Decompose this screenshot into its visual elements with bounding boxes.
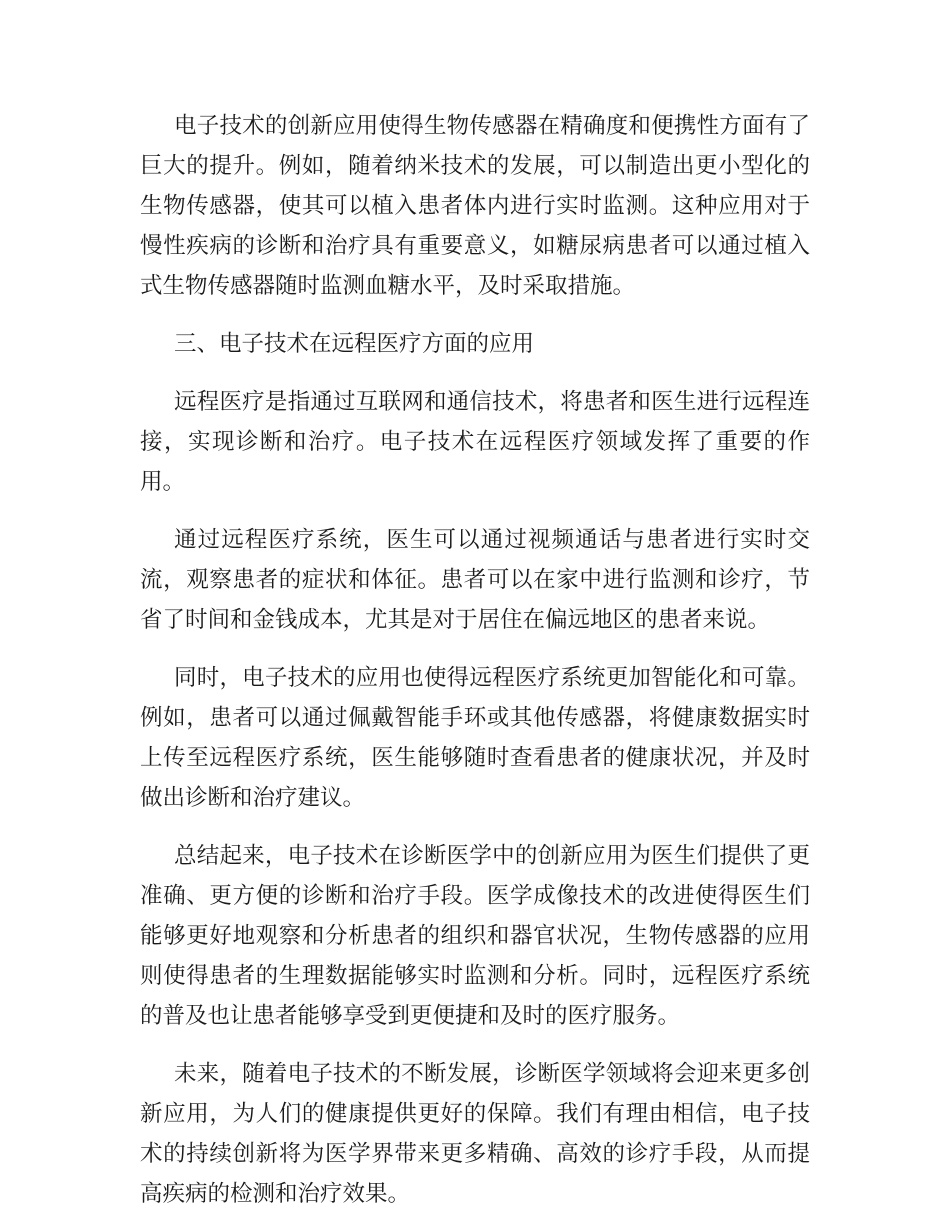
paragraph-telemedicine-definition: 远程医疗是指通过互联网和通信技术，将患者和医生进行远程连接，实现诊断和治疗。电子技术在远程医疗领域发挥了重要的作用。 (140, 389, 810, 495)
document-body (140, 106, 810, 1232)
paragraph-telemedicine-system: 通过远程医疗系统，医生可以通过视频通话与患者进行实时交流，观察患者的症状和体征。患者可以在家中进行监测和诊疗，节省了时间和金钱成本，尤其是对于居住在偏远地区的患者来说。 (140, 527, 810, 633)
paragraph-summary: 总结起来，电子技术在诊断医学中的创新应用为医生们提供了更准确、更方便的诊断和治疗手段。医学成像技术的改进使得医生们能够更好地观察和分析患者的组织和器官状况，生物传感器的应用则使得患者的生理数据能够实时监测和分析。同时，远程医疗系统的普及也让患者能够享受到更便捷和及时的医疗服务。 (140, 843, 810, 1029)
paragraph-biosensor: 电子技术的创新应用使得生物传感器在精确度和便携性方面有了巨大的提升。例如，随着纳米技术的发展，可以制造出更小型化的生物传感器，使其可以植入患者体内进行实时监测。这种应用对于慢性疾病的诊断和治疗具有重要意义，如糖尿病患者可以通过植入式生物传感器随时监测血糖水平，及时采取措施。 (140, 113, 810, 299)
paragraph-smart-telemedicine: 同时，电子技术的应用也使得远程医疗系统更加智能化和可靠。例如，患者可以通过佩戴智能手环或其他传感器，将健康数据实时上传至远程医疗系统，医生能够随时查看患者的健康状况，并及时做出诊断和治疗建议。 (140, 665, 810, 811)
section-heading-telemedicine: 三、电子技术在远程医疗方面的应用 (174, 331, 535, 357)
paragraph-future: 未来，随着电子技术的不断发展，诊断医学领域将会迎来更多创新应用，为人们的健康提供更好的保障。我们有理由相信，电子技术的持续创新将为医学界带来更多精确、高效的诊疗手段，从而提高疾病的检测和治疗效果。 (140, 1061, 810, 1207)
